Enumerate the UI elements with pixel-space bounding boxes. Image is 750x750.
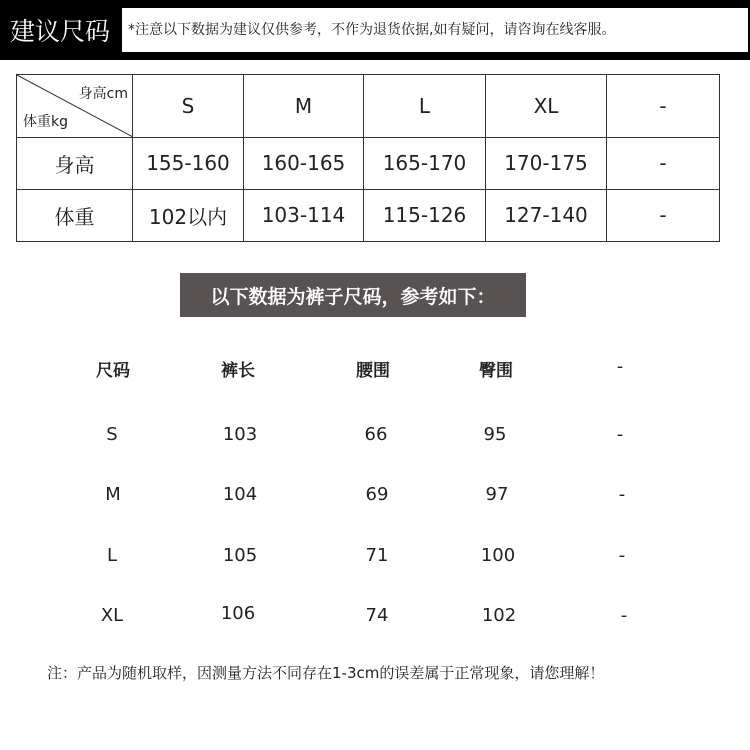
table-cell: L xyxy=(106,545,118,566)
table-cell: - xyxy=(618,484,626,505)
table-cell: - xyxy=(659,151,667,175)
column-header: 臀围 xyxy=(479,361,513,381)
table-cell: XL xyxy=(100,605,124,626)
table-cell: 105 xyxy=(222,545,258,566)
header-note: *注意以下数据为建议仅供参考，不作为退货依据,如有疑问，请咨询在线客服。 xyxy=(122,8,748,52)
table-cell: 100 xyxy=(480,545,516,566)
table-cell: 160-165 xyxy=(244,137,364,189)
table-cell: 103-114 xyxy=(244,189,364,241)
page-title: 建议尺码 xyxy=(10,17,111,46)
corner-height-label: 身高cm xyxy=(78,86,128,102)
size-header-cell: S xyxy=(133,75,244,137)
table-cell: 155-160 xyxy=(133,137,244,189)
table-cell: 69 xyxy=(365,484,389,505)
corner-weight-label: 体重kg xyxy=(23,114,68,130)
table-cell: M xyxy=(105,484,121,505)
table-cell: 165-170 xyxy=(364,137,486,189)
size-header-cell: L xyxy=(364,75,486,137)
table-cell: - xyxy=(659,203,667,227)
column-header: 裤长 xyxy=(221,361,255,381)
table-cell: 170-175 xyxy=(486,137,607,189)
table-cell: - xyxy=(618,545,626,566)
table-cell: 71 xyxy=(365,545,389,566)
table-cell: 102以内 xyxy=(133,189,244,241)
pants-section-banner: 以下数据为裤子尺码，参考如下： xyxy=(180,273,526,317)
size-header-cell: - xyxy=(659,94,667,118)
table-cell: 102 xyxy=(481,605,517,626)
table-cell: 103 xyxy=(222,424,258,445)
column-header: - xyxy=(616,356,624,377)
table-cell: 97 xyxy=(485,484,509,505)
row-label: 身高 xyxy=(17,137,133,189)
table-cell: - xyxy=(620,605,628,626)
table-cell: 74 xyxy=(365,605,389,626)
table-cell: 127-140 xyxy=(486,189,607,241)
column-header: 腰围 xyxy=(356,361,390,381)
size-header-cell: M xyxy=(244,75,364,137)
table-cell: 106 xyxy=(220,603,256,624)
row-label: 体重 xyxy=(17,189,133,241)
table-cell: 115-126 xyxy=(364,189,486,241)
table-cell: 104 xyxy=(222,484,258,505)
table-cell: S xyxy=(106,424,118,445)
column-header: 尺码 xyxy=(96,361,130,381)
table-cell: 66 xyxy=(364,424,388,445)
footer-disclaimer: 注：产品为随机取样，因测量方法不同存在1-3cm的误差属于正常现象，请您理解！ xyxy=(47,664,605,682)
table-cell: 95 xyxy=(483,424,507,445)
size-header-cell: XL xyxy=(486,75,607,137)
table-cell: - xyxy=(616,424,624,445)
